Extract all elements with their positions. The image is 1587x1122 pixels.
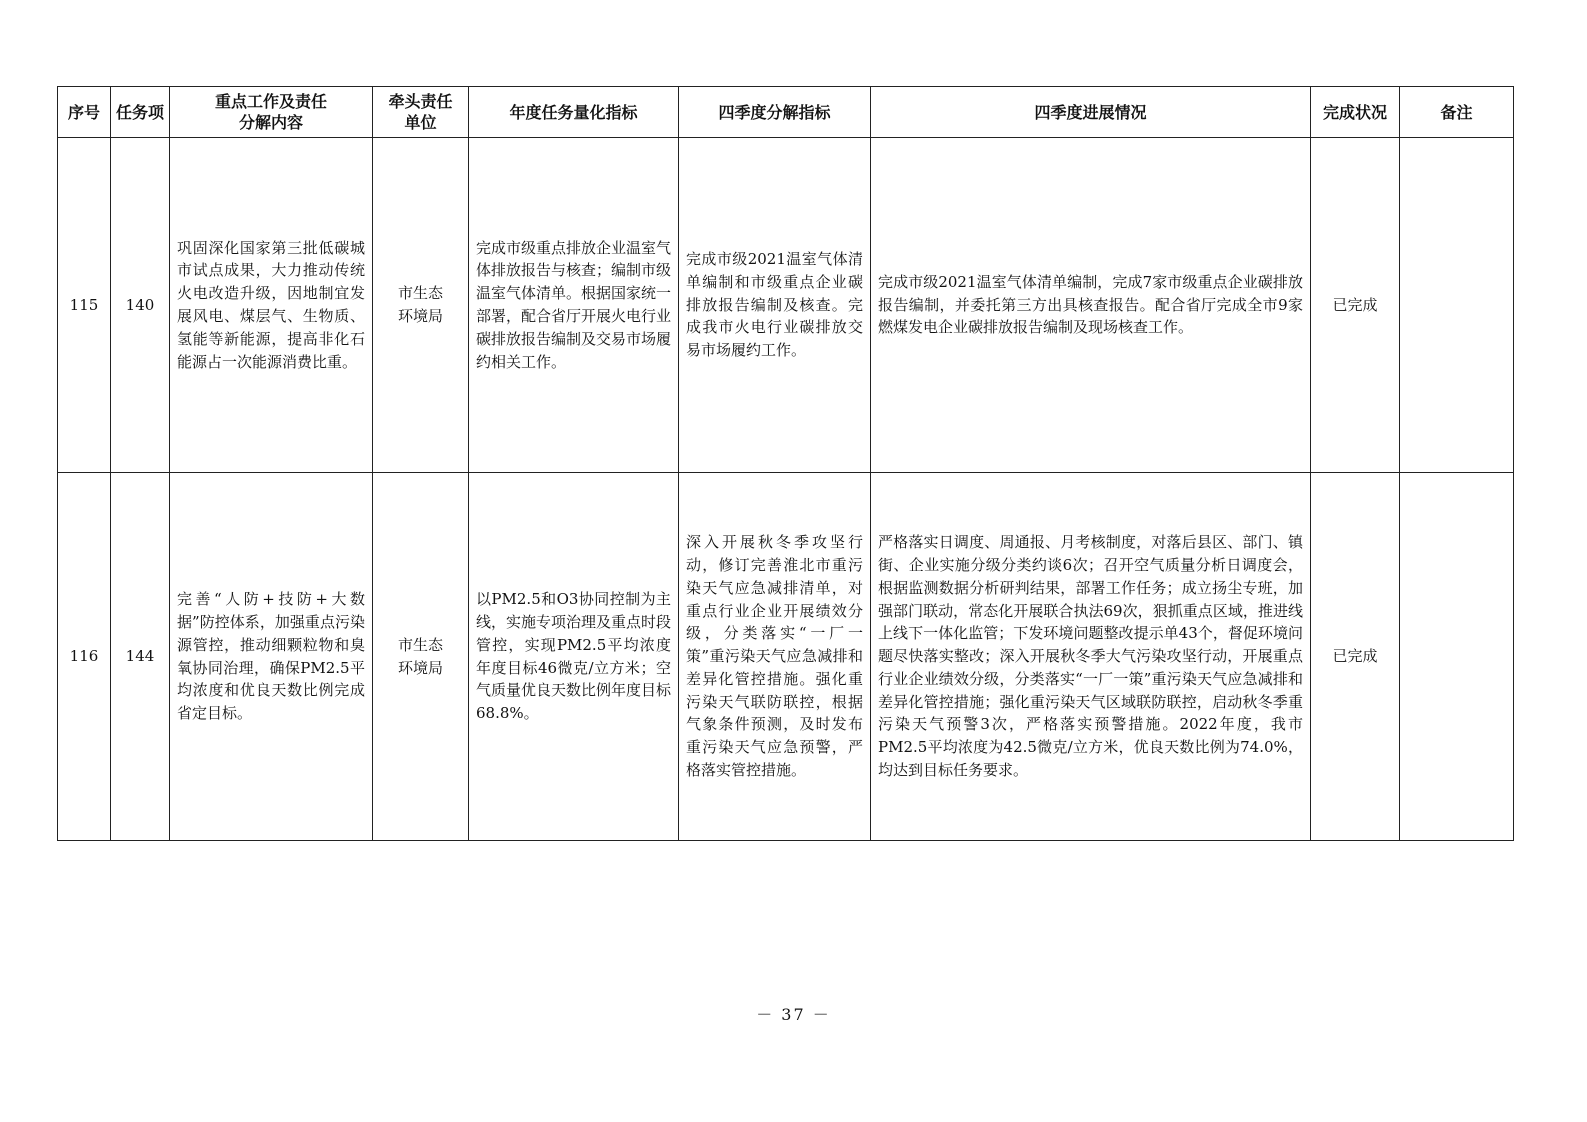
q4-progress-text: 完成市级2021温室气体清单编制，完成7家市级重点企业碳排放报告编制，并委托第三方出具核查报告。配合省厅完成全市9家燃煤发电企业碳排放报告编制及现场核查工作。	[878, 272, 1303, 337]
cell-q4-indicator	[679, 138, 871, 473]
header-remarks: 备注	[1400, 87, 1514, 138]
cell-remarks	[1400, 138, 1514, 473]
cell-seq: 116	[58, 473, 111, 841]
cell-task-item: 144	[111, 473, 170, 841]
lead-unit-line1: 市生态	[397, 284, 443, 303]
task-table	[57, 86, 1514, 841]
key-work-text: 完善“人防+技防+大数据”防控体系，加强重点污染源管控，推动细颗粒物和臭氧协同治理，确保PM2.5平均浓度和优良天数比例完成省定目标。	[177, 590, 365, 723]
q4-progress-text: 严格落实日调度、周通报、月考核制度，对落后县区、部门、镇街、企业实施分级分类约谈6次；召开空气质量分析日调度会，根据监测数据分析研判结果，部署工作任务；成立扬尘专班，加强部门联动，常态化开展联合执法69次，狠抓重点区域，推进线上线下一体化监管；下发环境问题整改提示单43个，督促环境问题尽快落实整改；深入开展秋冬季大气污染攻坚行动，开展重点行业企业绩效分级，分类落实“一厂一策”重污染天气应急减排和差异化管控措施；强化重污染天气区域联防联控，启动秋冬季重污染天气预警3次，严格落实预警措施。2022年度，我市PM2.5平均浓度为42.5微克/立方米，优良天数比例为74.0%，均达到目标任务要求。	[878, 533, 1303, 780]
lead-unit-line2: 环境局	[397, 307, 443, 325]
header-lead-unit-line2: 单位	[404, 113, 437, 132]
cell-status: 已完成	[1311, 138, 1400, 473]
cell-seq: 115	[58, 138, 111, 473]
cell-status: 已完成	[1311, 473, 1400, 841]
table-row	[58, 473, 1514, 841]
cell-key-work	[170, 473, 373, 841]
lead-unit-line2: 环境局	[397, 658, 443, 677]
annual-indicator-text: 完成市级重点排放企业温室气体排放报告与核查；编制市级温室气体清单。根据国家统一部署，配合省厅开展火电行业碳排放报告编制及交易市场履约相关工作。	[476, 238, 672, 371]
header-status: 完成状况	[1311, 87, 1400, 138]
header-lead-unit-line1: 牵头责任	[388, 92, 453, 111]
cell-lead-unit	[373, 138, 469, 473]
header-annual-indicator: 年度任务量化指标	[469, 87, 679, 138]
page-number: － 37 －	[756, 1005, 831, 1024]
q4-indicator-text: 深入开展秋冬季攻坚行动，修订完善淮北市重污染天气应急减排清单，对重点行业企业开展绩效分级，分类落实“一厂一策”重污染天气应急减排和差异化管控措施。强化重污染天气联防联控，根据气象条件预测，及时发布重污染天气应急预警，严格落实管控措施。	[686, 533, 863, 780]
cell-remarks	[1400, 473, 1514, 841]
header-key-work-line1: 重点工作及责任	[214, 92, 327, 111]
cell-lead-unit	[373, 473, 469, 841]
header-q4-progress: 四季度进展情况	[871, 87, 1311, 138]
header-seq: 序号	[58, 87, 111, 138]
header-lead-unit	[373, 87, 469, 138]
table-row	[58, 138, 1514, 473]
cell-annual-indicator	[469, 473, 679, 841]
cell-annual-indicator	[469, 138, 679, 473]
cell-q4-indicator	[679, 473, 871, 841]
table-header-row	[58, 87, 1514, 138]
cell-task-item: 140	[111, 138, 170, 473]
key-work-text: 巩固深化国家第三批低碳城市试点成果，大力推动传统火电改造升级，因地制宜发展风电、煤层气、生物质、氢能等新能源，提高非化石能源占一次能源消费比重。	[177, 238, 365, 371]
cell-q4-progress	[871, 138, 1311, 473]
cell-q4-progress	[871, 473, 1311, 841]
header-key-work-line2: 分解内容	[238, 113, 303, 132]
cell-key-work	[170, 138, 373, 473]
lead-unit-line1: 市生态	[397, 635, 443, 654]
header-key-work	[170, 87, 373, 138]
annual-indicator-text: 以PM2.5和O3协同控制为主线，实施专项治理及重点时段管控，实现PM2.5平均浓度年度目标46微克/立方米；空气质量优良天数比例年度目标68.8%。	[476, 590, 672, 723]
header-task-item: 任务项	[111, 87, 170, 138]
header-q4-indicator: 四季度分解指标	[679, 87, 871, 138]
q4-indicator-text: 完成市级2021温室气体清单编制和市级重点企业碳排放报告编制及核查。完成我市火电行业碳排放交易市场履约工作。	[686, 250, 863, 360]
